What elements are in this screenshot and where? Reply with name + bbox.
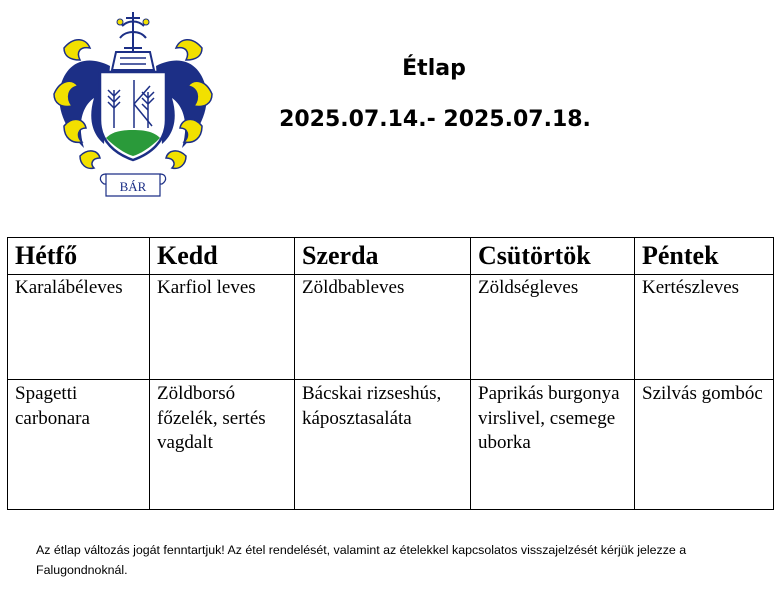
day-header-thursday: Csütörtök bbox=[471, 238, 635, 275]
weekly-menu-table bbox=[7, 237, 774, 510]
main-thursday: Paprikás burgonya virslivel, csemege uborka bbox=[471, 380, 635, 510]
soup-row bbox=[8, 275, 774, 380]
page-title: Étlap bbox=[402, 56, 466, 81]
day-header-wednesday: Szerda bbox=[295, 238, 471, 275]
soup-thursday: Zöldségleves bbox=[471, 275, 635, 380]
crest-ornament bbox=[120, 12, 146, 52]
day-header-friday: Péntek bbox=[635, 238, 774, 275]
table-header-row bbox=[8, 238, 774, 275]
day-header-monday: Hétfő bbox=[8, 238, 150, 275]
soup-monday: Karalábéleves bbox=[8, 275, 150, 380]
soup-friday: Kertészleves bbox=[635, 275, 774, 380]
crest-banner-text: BÁR bbox=[119, 179, 147, 194]
main-monday: Spagetti carbonara bbox=[8, 380, 150, 510]
main-wednesday: Bácskai rizseshús, káposztasaláta bbox=[295, 380, 471, 510]
footer-note: Az étlap változás jogát fenntartjuk! Az étel rendelését, valamint az ételekkel kapcsolatos visszajelzését kérjük jelezze a Falugondnoknál. bbox=[36, 543, 687, 577]
day-header-tuesday: Kedd bbox=[150, 238, 295, 275]
soup-wednesday: Zöldbableves bbox=[295, 275, 471, 380]
soup-tuesday: Karfiol leves bbox=[150, 275, 295, 380]
date-range: 2025.07.14.- 2025.07.18. bbox=[279, 107, 591, 132]
main-friday: Szilvás gombóc bbox=[635, 380, 774, 510]
coat-of-arms-logo bbox=[50, 8, 216, 200]
main-course-row bbox=[8, 380, 774, 510]
main-tuesday: Zöldborsó főzelék, sertés vagdalt bbox=[150, 380, 295, 510]
